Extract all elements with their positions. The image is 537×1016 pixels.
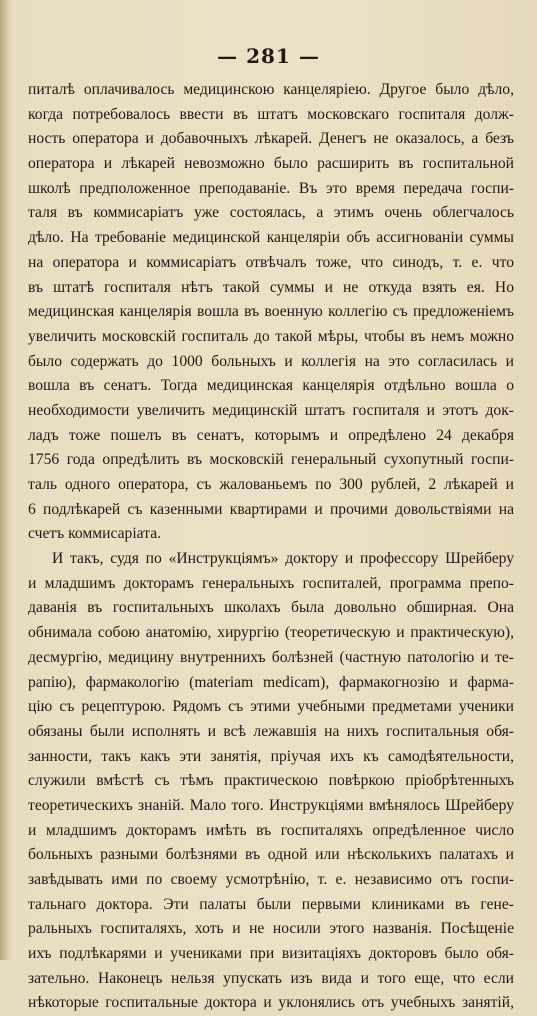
text-line: 6 подлѣкарей съ казенными квартирами и прочими довольствіями на — [28, 500, 514, 518]
text-line: тальнаго доктора. Эти палаты были первыми клиниками въ гене- — [28, 895, 514, 913]
page-number: — 281 — — [217, 44, 320, 68]
text-line: даванія въ госпитальныхъ школахъ была довольно обширная. Она — [28, 599, 514, 617]
text-line: на оператора и коммисаріатъ отвѣчалъ тоже, что синодъ, т. е. что — [28, 253, 514, 271]
text-line: увеличить московскій госпиталь до такой мѣры, чтобы въ немъ можно — [28, 327, 514, 345]
text-line: школѣ предположенное преподаваніе. Въ это время передача госпи- — [28, 179, 514, 197]
text-line: когда потребовалось ввести въ штатъ московскаго госпиталя долж- — [28, 105, 514, 123]
text-line: завѣдывать ими по своему усмотрѣнію, т. е. независимо отъ госпи- — [28, 871, 514, 888]
page-gutter-shadow — [0, 0, 10, 960]
text-line: оператора и лѣкарей невозможно было расширить въ госпитальной — [28, 155, 514, 173]
text-line: необходимости увеличить медицинскій штатъ госпиталя и этотъ док- — [28, 401, 514, 419]
text-line: обязаны были исполнять и всѣ лежавшія на нихъ госпитальныя обя- — [28, 722, 514, 740]
text-line: ность оператора и добавочныхъ лѣкарей. Денегъ не оказалось, а безъ — [28, 130, 514, 148]
text-line: и младшимъ докторамъ генеральныхъ госпиталей, программа препо- — [28, 574, 514, 592]
text-line: десмургію, медицину внутреннихъ болѣзней (частную патологію и те- — [28, 648, 514, 666]
text-line: вошла въ сенатъ. Тогда медицинская канцелярія отдѣльно вошла о — [28, 377, 514, 395]
text-line: больныхъ разными болѣзнями въ одной или нѣсколькихъ палатахъ и — [28, 846, 514, 864]
text-line: 1756 года опредѣлить въ московскій генеральный сухопутный госпи- — [28, 451, 514, 469]
text-line: ральныхъ госпиталяхъ, хоть и не носили этого названія. Посѣщеніе — [28, 920, 514, 938]
text-line: цію съ рецептурою. Рядомъ съ этими учебными предметами ученики — [28, 698, 514, 716]
text-line: въ штатѣ госпиталя нѣтъ такой суммы и не откуда взять ея. Но — [28, 278, 514, 296]
text-line: занности, такъ какъ эти занятія, пріучая ихъ къ самодѣятельности, — [28, 747, 514, 765]
text-line: таля въ коммисаріатъ уже состоялась, а этимъ очень облегчалось — [28, 204, 514, 222]
text-line: питалѣ оплачивалось медицинскою канцеляріею. Другое было дѣло, — [28, 81, 514, 98]
text-line: ладъ тоже пошелъ въ сенатъ, которымъ и опредѣлено 24 декабря — [28, 426, 514, 444]
text-line: теоретическихъ знаній. Мало того. Инструкціями вмѣнялось Шрейберу — [28, 796, 514, 814]
text-line: таль одного оператора, съ жалованьемъ по 300 рублей, 2 лѣкарей и — [28, 476, 514, 493]
text-line: И такъ, судя по «Инструкціямъ» доктору и профессору Шрейберу — [52, 550, 514, 568]
text-line: нѣкоторые госпитальные доктора и уклонялись отъ учебныхъ занятій, — [28, 994, 514, 1012]
text-line: ихъ подлѣкарями и учениками при визитаціяхъ докторовъ было обя- — [28, 945, 514, 963]
text-line: счетъ коммисаріата. — [28, 525, 162, 543]
body-text — [28, 78, 514, 1016]
text-line: дѣло. На требованіе медицинской канцеляріи объ ассигнованіи суммы — [28, 229, 514, 247]
text-line: обнимала собою анатомію, хирургію (теоретическую и практическую), — [28, 624, 514, 642]
text-line: было содержать до 1000 больныхъ и коллегія на это согласилась и — [28, 352, 514, 370]
text-line: зательно. Наконецъ нельзя упускать изъ вида и того еще, что если — [28, 969, 514, 987]
text-line: служили вмѣстѣ съ тѣмъ практическою повѣркою пріобрѣтенныхъ — [28, 772, 514, 790]
text-line: рапію), фармакологію (materiam medicam), фармакогнозію и фарма- — [28, 673, 514, 691]
text-line: медицинская канцелярія вошла въ военную коллегію съ предложеніемъ — [28, 303, 514, 321]
text-line: и младшимъ докторамъ имѣть въ госпиталяхъ опредѣленное число — [28, 821, 514, 839]
